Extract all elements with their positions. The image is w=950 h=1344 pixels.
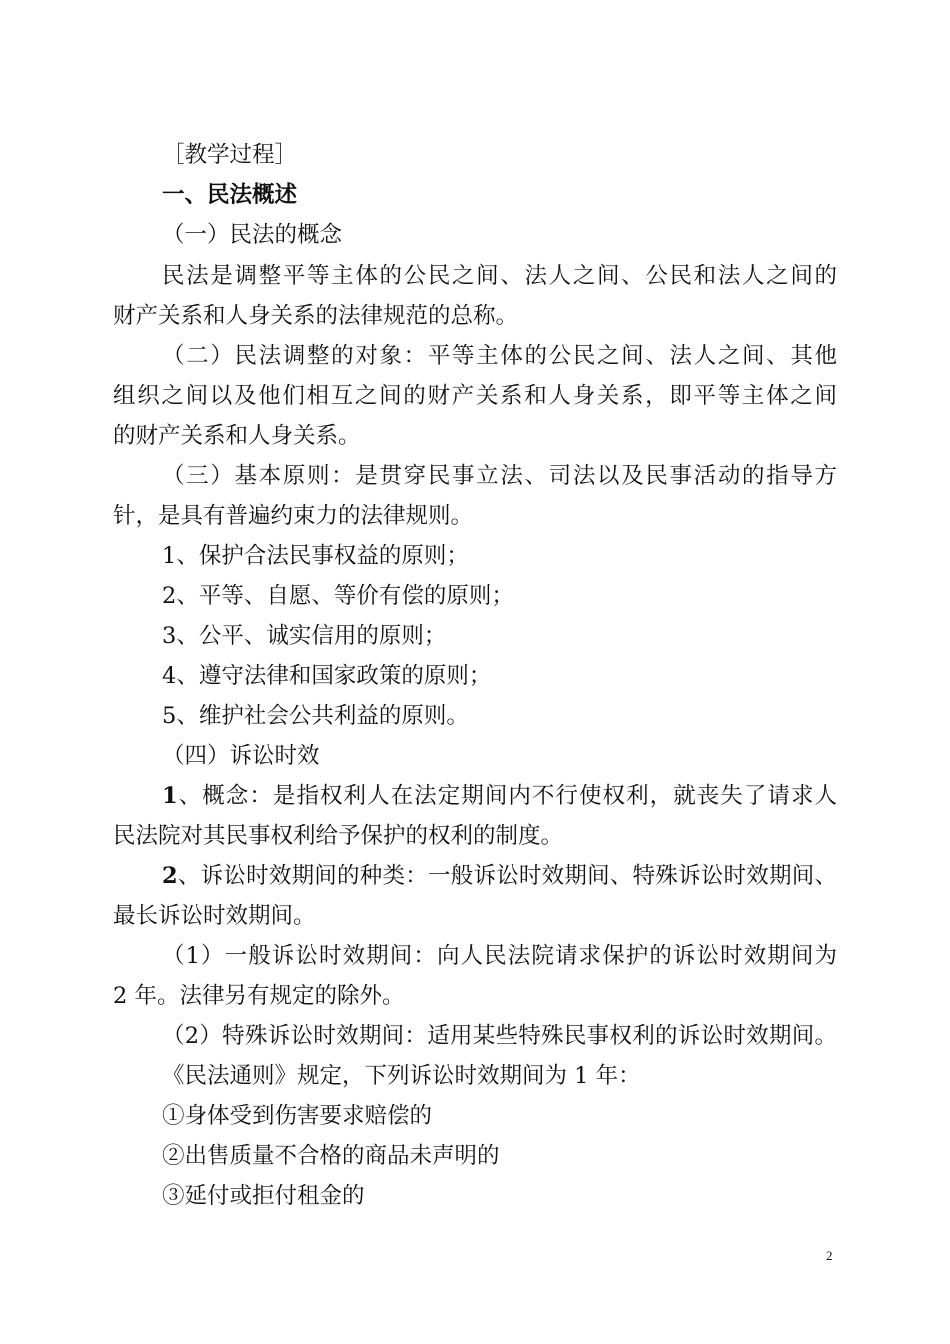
- subsection-title-limitation: （四）诉讼时效: [162, 743, 320, 769]
- item2-line: 最长诉讼时效期间。: [113, 903, 316, 929]
- subsection-title-concept: （一）民法的概念: [162, 222, 343, 248]
- special-period-line: （2）特殊诉讼时效期间：适用某些特殊民事权利的诉讼时效期间。: [162, 1023, 837, 1049]
- section-title-civil-law-overview: 一、民法概述: [162, 182, 298, 208]
- principle-item: 2、平等、自愿、等价有偿的原则；: [162, 583, 514, 609]
- item1-text: 、概念：是指权利人在法定期间内不行使权利，就丧失了请求人: [177, 783, 837, 809]
- item1-number: 1: [162, 783, 178, 809]
- item2-line: [162, 856, 837, 896]
- one-year-case-item: ②出售质量不合格的商品未声明的: [162, 1143, 500, 1169]
- paragraph-concept-line: 民法是调整平等主体的公民之间、法人之间、公民和法人之间的: [162, 263, 837, 289]
- paragraph-principle-line: 针，是具有普遍约束力的法律规则。: [113, 503, 474, 529]
- teaching-process-heading: ［教学过程］: [162, 142, 298, 168]
- page-number: 2: [826, 1248, 833, 1263]
- paragraph-object-line: 的财产关系和人身关系。: [113, 423, 361, 449]
- civil-code-note: 《民法通则》规定，下列诉讼时效期间为 1 年：: [162, 1063, 641, 1089]
- principle-item: 5、维护社会公共利益的原则。: [162, 703, 469, 729]
- paragraph-principle-line: （三）基本原则：是贯穿民事立法、司法以及民事活动的指导方: [162, 463, 837, 489]
- one-year-case-item: ①身体受到伤害要求赔偿的: [162, 1103, 433, 1129]
- item2-number: 2: [162, 863, 178, 889]
- principle-item: 4、遵守法律和国家政策的原则；: [162, 663, 492, 689]
- item1-line: [162, 776, 837, 816]
- principle-item: 3、公平、诚实信用的原则；: [162, 623, 447, 649]
- item1-line: 民法院对其民事权利给予保护的权利的制度。: [113, 823, 564, 849]
- paragraph-object-line: 组织之间以及他们相互之间的财产关系和人身关系，即平等主体之间: [113, 383, 837, 409]
- paragraph-concept-line: 财产关系和人身关系的法律规范的总称。: [113, 303, 519, 329]
- paragraph-object-line: （二）民法调整的对象：平等主体的公民之间、法人之间、其他: [162, 343, 837, 369]
- item2-text: 、诉讼时效期间的种类：一般诉讼时效期间、特殊诉讼时效期间、: [177, 863, 837, 889]
- general-period-line: （1）一般诉讼时效期间：向人民法院请求保护的诉讼时效期间为: [162, 943, 837, 969]
- one-year-case-item: ③延付或拒付租金的: [162, 1183, 365, 1209]
- general-period-line: 2 年。法律另有规定的除外。: [113, 983, 405, 1009]
- principle-item: 1、保护合法民事权益的原则；: [162, 543, 469, 569]
